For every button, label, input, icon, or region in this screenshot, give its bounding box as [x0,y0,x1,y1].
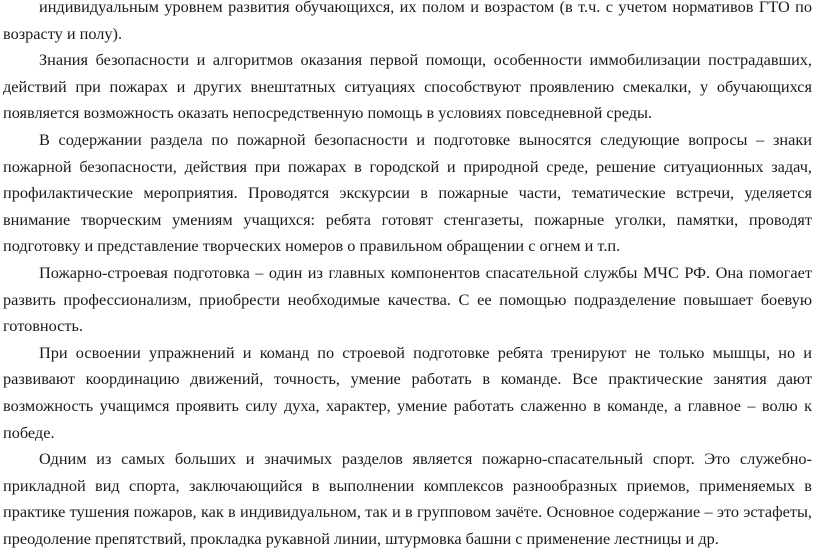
paragraph-safety-knowledge: Знания безопасности и алгоритмов оказания первой помощи, особенности иммобилизации пострадавших, действий при пожарах и других внештатных ситуациях способствуют проявлению смекалки, у обучающихся появляется возможность оказать непосредственную помощь в условиях повседневной среды. [3,50,812,123]
paragraph-drill-exercises: При освоении упражнений и команд по строевой подготовке ребята тренируют не только мышцы, но и развивают координацию движений, точность, умение работать в команде. Все практические занятия дают возможность учащимся проявить силу духа, характер, умение работать слаженно в команде, а главное – волю к победе. [3,342,812,442]
paragraph-fire-drill-training: Пожарно-строевая подготовка – один из главных компонентов спасательной службы МЧС РФ. Она помогает развить профессионализм, приобрести необходимые качества. С ее помощью подразделение повышает боевую готовность. [3,262,812,336]
paragraph-fire-rescue-sport: Одним из самых больших и значимых разделов является пожарно-спасательный спорт. Это служебно-прикладной вид спорта, заключающийся в выполнении комплексов разнообразных приемов, применяемых в практике тушения пожаров, как в индивидуальном, так и в групповом зачёте. Основное содержание – это эстафеты, преодоление препятствий, прокладка рукавной линии, штурмовка башни с применение лестницы и др. [3,449,812,548]
paragraph-fire-safety-section: В содержании раздела по пожарной безопасности и подготовке выносятся следующие вопросы – знаки пожарной безопасности, действия при пожарах в городской и природной среде, решение ситуационных задач, профилактические мероприятия. Проводятся экскурсии в пожарные части, тематические встречи, уделяется внимание творческим умениям учащихся: ребята готовят стенгазеты, пожарные уголки, памятки, проводят подготовку и представление творческих номеров о правильном обращении с огнем и т.п. [3,129,812,256]
paragraph-continuation: индивидуальным уровнем развития обучающихся, их полом и возрастом (в т.ч. с учетом нормативов ГТО по возрасту и полу). [3,0,812,43]
